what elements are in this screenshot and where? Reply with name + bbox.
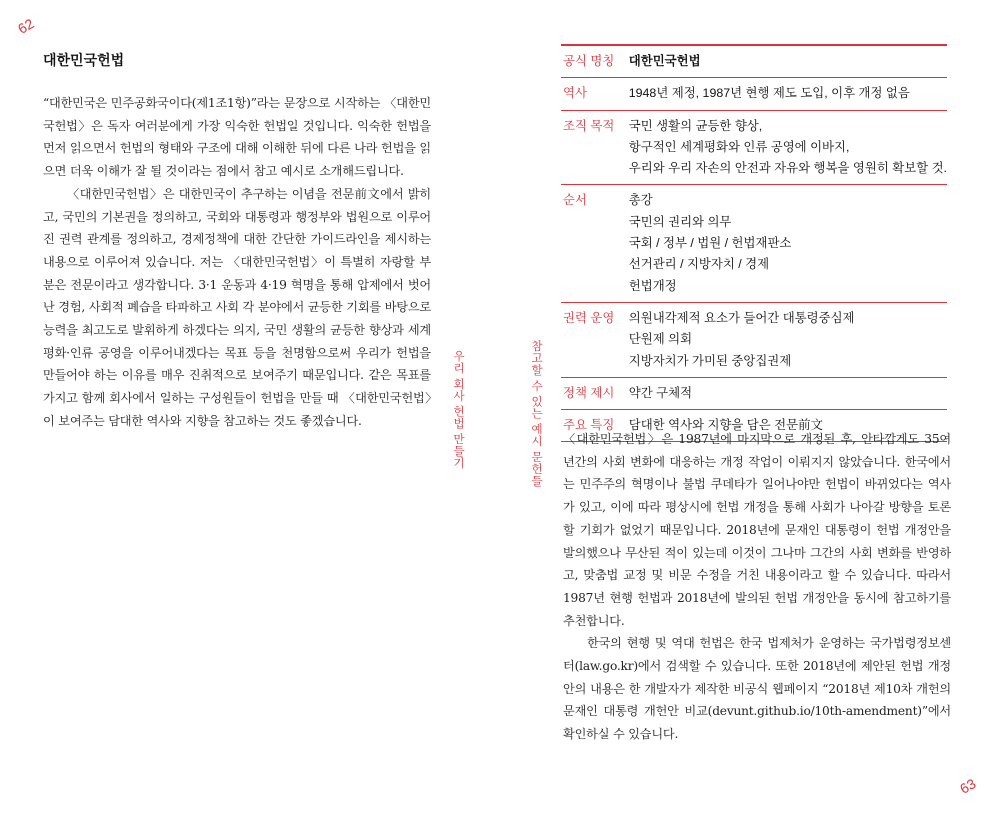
table-value-line: 우리와 우리 자손의 안전과 자유와 행복을 영원히 확보할 것.	[628, 161, 947, 176]
table-row-value	[629, 45, 947, 78]
table-row	[561, 110, 947, 185]
table-value-line: 지방자치가 가미된 중앙집권제	[628, 353, 792, 368]
right-paragraph-1: 〈대한민국헌법〉은 1987년에 마지막으로 개정된 후, 안타깝게도 35여 년간의 사회 변화에 대응하는 개정 작업이 이뤄지지 않았습니다. 한국에서는 민주주의 혁명이나 불법 쿠데타가 일어나야만 헌법이 바뀌었다는 역사가 있고, 이에 따라 평상시에 헌법 개정을 통해 사회가 나아갈 방향을 토론할 기회가 없었기 때문입니다. 2018년에 문재인 대통령이 헌법 개정안을 발의했으나 무산된 적이 있는데 이것이 그나마 그간의 사회 변화를 반영하고, 맞춤법 교정 및 비문 수정을 거친 내용이라고 할 수 있습니다. 따라서 1987년 현행 헌법과 2018년에 발의된 헌법 개정안을 동시에 참고하기를 추천합니다.	[563, 432, 951, 628]
left-page-column	[43, 50, 431, 433]
left-body-text	[43, 92, 431, 433]
table-row-value	[629, 377, 947, 409]
table-row	[561, 377, 947, 409]
table-value-line: 단원제 의회	[628, 332, 693, 347]
vertical-section-label-left: 우리 회사 헌법 만들기	[452, 350, 464, 470]
constitution-info-table	[561, 44, 947, 442]
table-row-value	[629, 302, 947, 377]
table-value-line: 국민 생활의 균등한 향상,	[628, 118, 763, 133]
table-value-line: 헌법개정	[628, 278, 677, 293]
table-value-line: 국민의 권리와 의무	[628, 214, 732, 229]
table-row-value	[629, 110, 947, 185]
table-row-label: 공식 명칭	[563, 54, 615, 68]
table-row-label: 정책 제시	[563, 385, 615, 400]
table-value-line: 의원내각제적 요소가 들어간 대통령중심제	[628, 310, 855, 325]
table-row-label: 역사	[563, 86, 587, 101]
table-value-line: 총강	[628, 193, 653, 208]
table-row	[561, 185, 947, 302]
table-row-value	[629, 185, 947, 302]
vertical-section-label-right: 참고할 수 있는 예시 문헌들	[530, 340, 542, 487]
info-table-container	[561, 44, 947, 442]
table-row-label: 주요 특징	[563, 418, 615, 433]
table-row-label: 조직 목적	[563, 118, 615, 133]
right-paragraph-2: 한국의 현행 및 역대 헌법은 한국 법제처가 운영하는 국가법령정보센터(law.go.kr)에서 검색할 수 있습니다. 또한 2018년에 제안된 헌법 개정안의 내용은 한 개발자가 제작한 비공식 웹페이지 “2018년 제10차 개헌의 문재인 대통령 개헌안 비교(devunt.github.io/10th-amendment)”에서 확인하실 수 있습니다.	[563, 636, 951, 742]
left-paragraph-2: 〈대한민국헌법〉은 대한민국이 추구하는 이념을 전문前文에서 밝히고, 국민의 기본권을 정의하고, 국회와 대통령과 행정부와 법원으로 이루어진 권력 관계를 정의하고, 경제정책에 대한 간단한 가이드라인을 제시하는 내용으로 이루어져 있습니다. 저는 〈대한민국헌법〉이 특별히 자랑할 부분은 전문이라고 생각합니다. 3·1 운동과 4·19 혁명을 통해 압제에서 벗어난 경험, 사회적 폐습을 타파하고 사회 각 분야에서 균등한 기회를 바탕으로 능력을 최고도로 발휘하게 하겠다는 의지, 국민 생활의 균등한 향상과 세계평화·인류 공영을 이루어내겠다는 목표 등을 천명함으로써 우리가 헌법을 만들어야 하는 이유를 매우 진취적으로 보여주기 때문입니다. 같은 목표를 가지고 함께 회사에서 일하는 구성원들이 헌법을 만들 때 〈대한민국헌법〉이 보여주는 담대한 역사와 지향을 참고하는 것도 좋겠습니다.	[43, 186, 431, 428]
left-paragraph-1: “대한민국은 민주공화국이다(제1조1항)”라는 문장으로 시작하는 〈대한민국헌법〉은 독자 여러분에게 가장 익숙한 헌법일 것입니다. 익숙한 헌법을 먼저 읽으면서 헌법의 형태와 구조에 대해 이해한 뒤에 다른 나라 헌법을 읽으면 더욱 이해가 잘 될 것이라는 점에서 참고 예시로 소개해드립니다.	[43, 96, 431, 179]
table-row	[561, 302, 947, 377]
table-value-line: 담대한 역사와 지향을 담은 전문前文	[628, 418, 823, 433]
table-value-line: 선거관리 / 지방자치 / 경제	[628, 257, 770, 272]
table-value-line: 대한민국헌법	[628, 54, 701, 68]
page-number-right: 63	[957, 775, 979, 797]
table-row	[561, 45, 947, 78]
table-row	[561, 78, 947, 110]
right-body-text	[563, 428, 951, 746]
table-row-label: 권력 운영	[563, 310, 615, 325]
table-row-label: 순서	[563, 193, 587, 208]
table-row-value	[629, 78, 947, 110]
table-value-line: 1948년 제정, 1987년 현행 제도 도입, 이후 개정 없음	[628, 86, 910, 101]
table-value-line: 항구적인 세계평화와 인류 공영에 이바지,	[628, 139, 850, 154]
table-value-line: 약간 구체적	[628, 385, 693, 400]
table-value-line: 국회 / 정부 / 법원 / 헌법재판소	[628, 236, 792, 251]
section-heading: 대한민국헌법	[43, 52, 125, 68]
page-number-left: 62	[15, 15, 37, 37]
